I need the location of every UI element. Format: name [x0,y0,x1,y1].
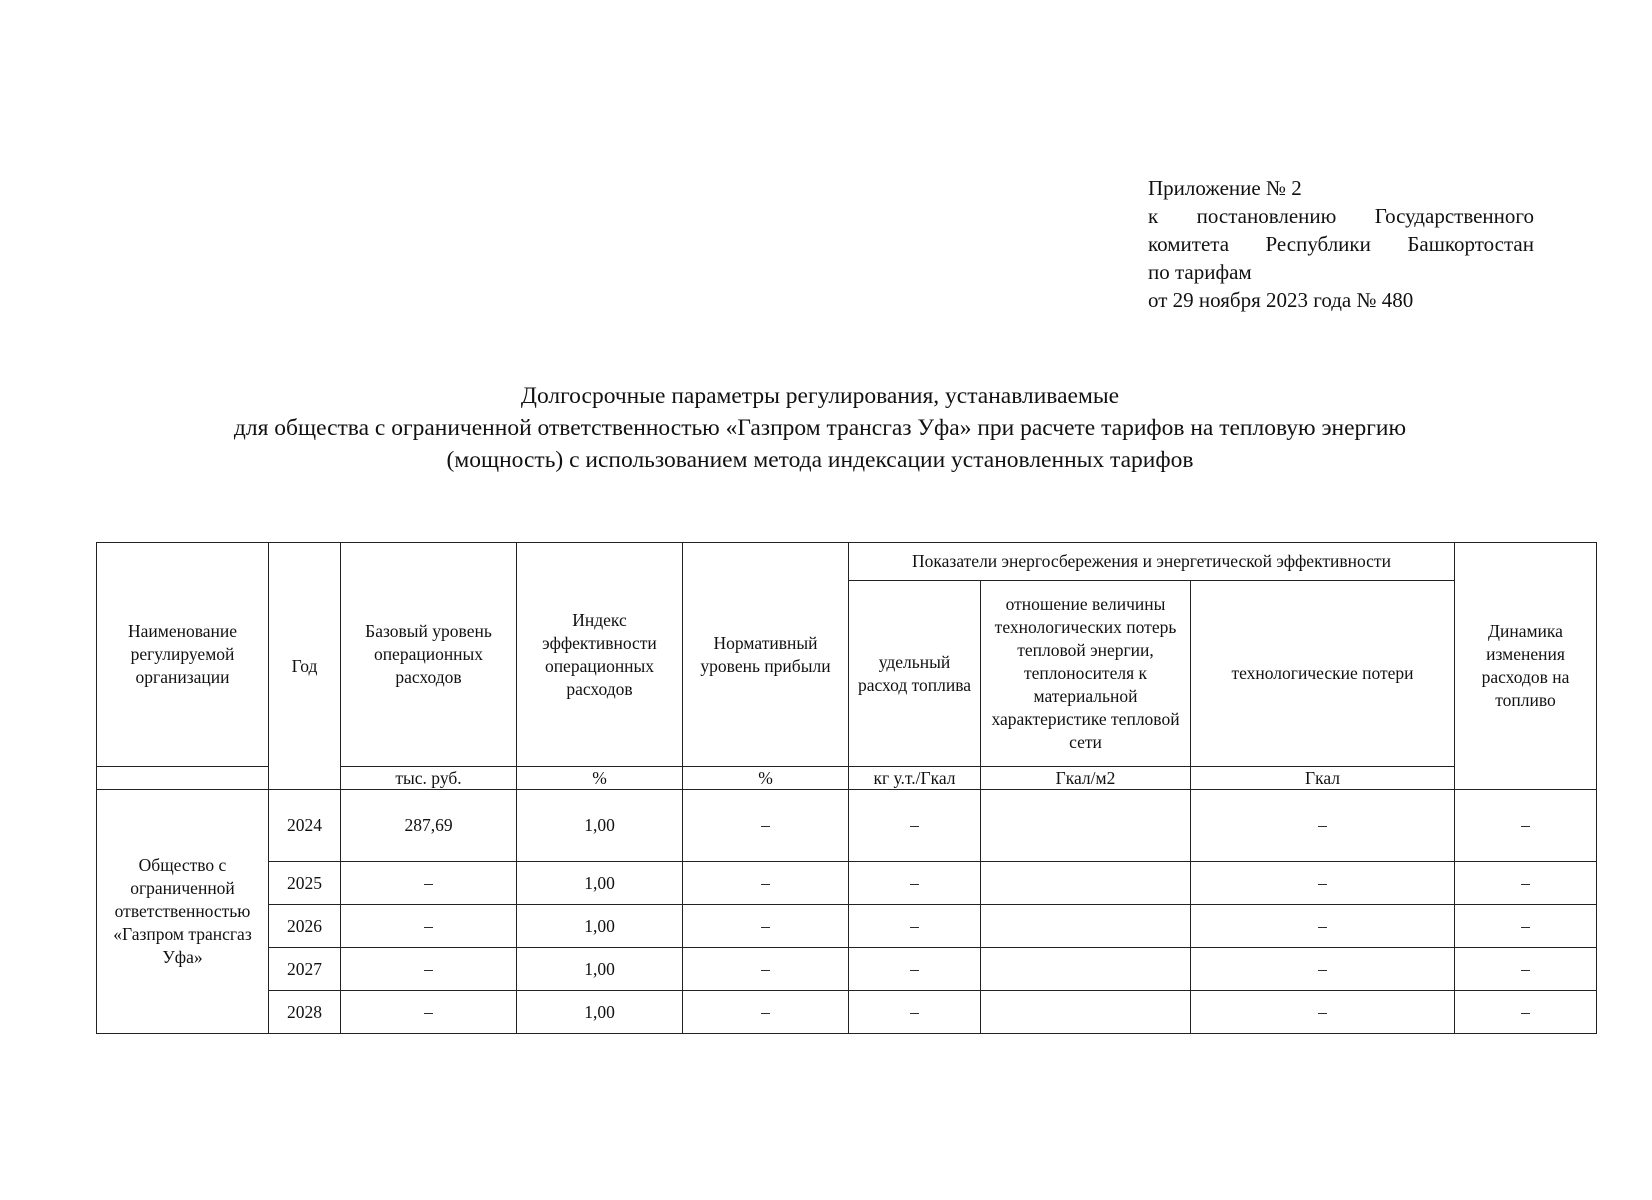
cell-base: – [341,905,517,948]
header-loss-ratio: отношение величины технологических потерь тепловой энергии, теплоносителя к материальной характеристике тепловой сети [981,581,1191,767]
title-line-3: (мощность) с использованием метода индексации установленных тарифов [446,447,1194,473]
cell-year: 2028 [269,991,341,1034]
appendix-date-line: от 29 ноября 2023 года № 480 [1148,288,1414,312]
cell-losses: – [1191,948,1455,991]
cell-index: 1,00 [517,905,683,948]
header-fuel-dynamics: Динамика изменения расходов на топливо [1455,543,1597,790]
header-profit-level: Нормативный уровень прибыли [683,543,849,767]
cell-profit: – [683,905,849,948]
cell-fuel: – [849,948,981,991]
cell-base: – [341,948,517,991]
title-line-2: для общества с ограниченной ответственностью «Газпром трансгаз Уфа» при расчете тарифов на тепловую энергию [233,415,1407,441]
cell-profit: – [683,862,849,905]
cell-year: 2024 [269,790,341,862]
header-efficiency-index: Индекс эффективности операционных расходов [517,543,683,767]
cell-fuel: – [849,905,981,948]
cell-fuel: – [849,991,981,1034]
cell-year: 2025 [269,862,341,905]
appendix-number: Приложение № 2 [1148,176,1302,200]
appendix-tariffs-line: по тарифам [1148,260,1252,284]
cell-index: 1,00 [517,991,683,1034]
cell-dynamics: – [1455,948,1597,991]
cell-index: 1,00 [517,862,683,905]
cell-base: 287,69 [341,790,517,862]
cell-losses: – [1191,991,1455,1034]
cell-ratio [981,790,1191,862]
header-energy-group: Показатели энергосбережения и энергетической эффективности [849,543,1455,581]
cell-dynamics: – [1455,862,1597,905]
table-row [97,905,1597,948]
unit-index: % [517,767,683,790]
cell-dynamics: – [1455,790,1597,862]
cell-losses: – [1191,862,1455,905]
header-fuel-rate: удельный расход топлива [849,581,981,767]
cell-losses: – [1191,790,1455,862]
cell-index: 1,00 [517,948,683,991]
cell-year: 2026 [269,905,341,948]
header-base-opex: Базовый уровень операционных расходов [341,543,517,767]
document-title [80,380,1560,476]
header-year: Год [269,543,341,790]
cell-profit: – [683,790,849,862]
cell-fuel: – [849,790,981,862]
appendix-committee-line: комитета Республики Башкортостан [1148,232,1534,256]
header-org-spacer [97,767,269,790]
cell-profit: – [683,991,849,1034]
unit-profit: % [683,767,849,790]
unit-losses: Гкал [1191,767,1455,790]
appendix-resolution-line: к постановлению Государственного [1148,204,1534,228]
cell-dynamics: – [1455,991,1597,1034]
regulation-parameters-table [96,542,1597,1034]
cell-profit: – [683,948,849,991]
cell-ratio [981,991,1191,1034]
unit-base: тыс. руб. [341,767,517,790]
table-row [97,948,1597,991]
header-tech-losses: технологические потери [1191,581,1455,767]
table-row [97,862,1597,905]
cell-losses: – [1191,905,1455,948]
cell-ratio [981,862,1191,905]
table-row [97,991,1597,1034]
cell-index: 1,00 [517,790,683,862]
unit-ratio: Гкал/м2 [981,767,1191,790]
unit-fuel: кг у.т./Гкал [849,767,981,790]
table-row [97,790,1597,862]
appendix-block [1148,174,1534,314]
title-line-1: Долгосрочные параметры регулирования, устанавливаемые [520,383,1120,409]
cell-ratio [981,905,1191,948]
cell-dynamics: – [1455,905,1597,948]
cell-ratio [981,948,1191,991]
cell-year: 2027 [269,948,341,991]
cell-base: – [341,991,517,1034]
cell-base: – [341,862,517,905]
header-org: Наименование регулируемой организации [97,543,269,767]
org-name-cell: Общество с ограниченной ответственностью «Газпром трансгаз Уфа» [97,790,269,1034]
cell-fuel: – [849,862,981,905]
